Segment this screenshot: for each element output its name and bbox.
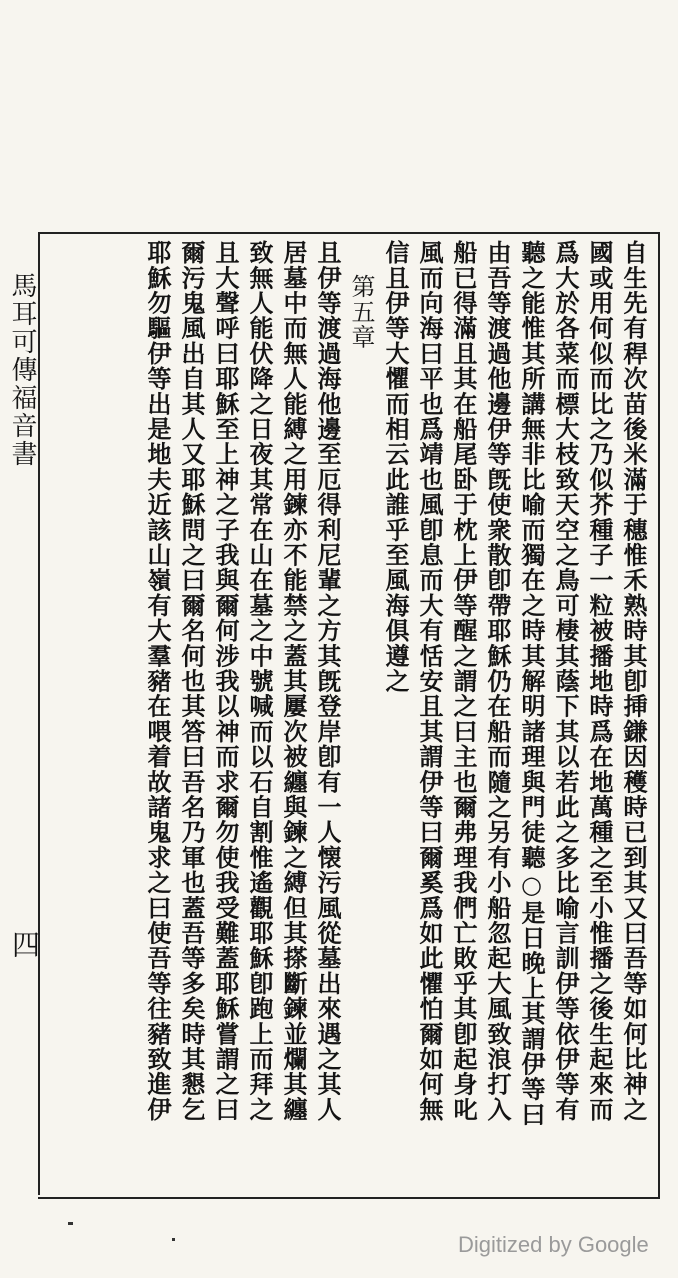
chapter-heading: 第五章 <box>347 274 375 350</box>
text-column: 居墓中而無人能縛之用鍊亦不能禁之蓋其屢次被纏與鍊之縛但其搽斷鍊並爛其纏 <box>279 240 308 1122</box>
text-column: 爾污鬼風出自其人又耶穌問之曰爾名何也其答曰吾名乃軍也蓋吾等多矣時其懇乞 <box>177 240 206 1122</box>
body-text <box>40 240 650 1190</box>
page-number: 四 <box>8 930 41 958</box>
text-column: 國或用何似而比之乃似芥種子一粒被播地時爲在地萬種之至小惟播之後生起來而 <box>585 240 614 1122</box>
ink-speck <box>172 1238 175 1241</box>
chapter-heading-column <box>344 240 378 1185</box>
text-column: 致無人能伏降之日夜其常在山在墓之中號喊而以石自割惟遙觀耶穌卽跑上而拜之 <box>245 240 274 1122</box>
text-column: 爲大於各菜而標大枝致天空之鳥可棲其蔭下其以若此之多比喻言訓伊等依伊等有 <box>551 240 580 1122</box>
text-column: 且伊等渡過海他邊至厄得利尼輩之方其旣登岸卽有一人懐污風從墓出來遇之其人 <box>313 240 342 1122</box>
running-title: 馬耳可傳福音書 <box>7 272 37 468</box>
text-column: 風而向海曰平也爲靖也風卽息而大有恬安且其謂伊等曰爾奚爲如此懼怕爾如何無 <box>415 240 444 1122</box>
text-column: 聽之能惟其所講無非比喻而獨在之時其解明諸理與門徒聽○是日晚上其謂伊等曰 <box>517 240 546 1127</box>
text-column: 船已得滿且其在船尾卧于枕上伊等醒之謂之曰主也爾弗理我們亡敗乎其卽起身叱 <box>449 240 478 1122</box>
text-column: 由吾等渡過他邊伊等旣使衆散卽帶耶穌仍在船而隨之另有小船忽起大風致浪打入 <box>483 240 512 1122</box>
text-column: 耶穌勿驅伊等出是地夫近該山嶺有大羣豬在喂着故諸鬼求之曰使吾等往豬致進伊 <box>143 240 172 1122</box>
ink-speck <box>68 1222 73 1225</box>
digitized-watermark: Digitized by Google <box>458 1232 649 1257</box>
text-column: 且大聲呼曰耶穌至上神之子我與爾何涉我以神而求爾勿使我受難蓋耶穌嘗謂之曰 <box>211 240 240 1122</box>
text-column: 信且伊等大懼而相云此誰乎至風海俱遵之 <box>381 240 410 694</box>
page-margin <box>2 262 41 1222</box>
text-column: 自生先有稈次苗後米滿于穗惟禾熟時其卽挿鎌因穫時已到其又曰吾等如何比神之 <box>619 240 648 1122</box>
